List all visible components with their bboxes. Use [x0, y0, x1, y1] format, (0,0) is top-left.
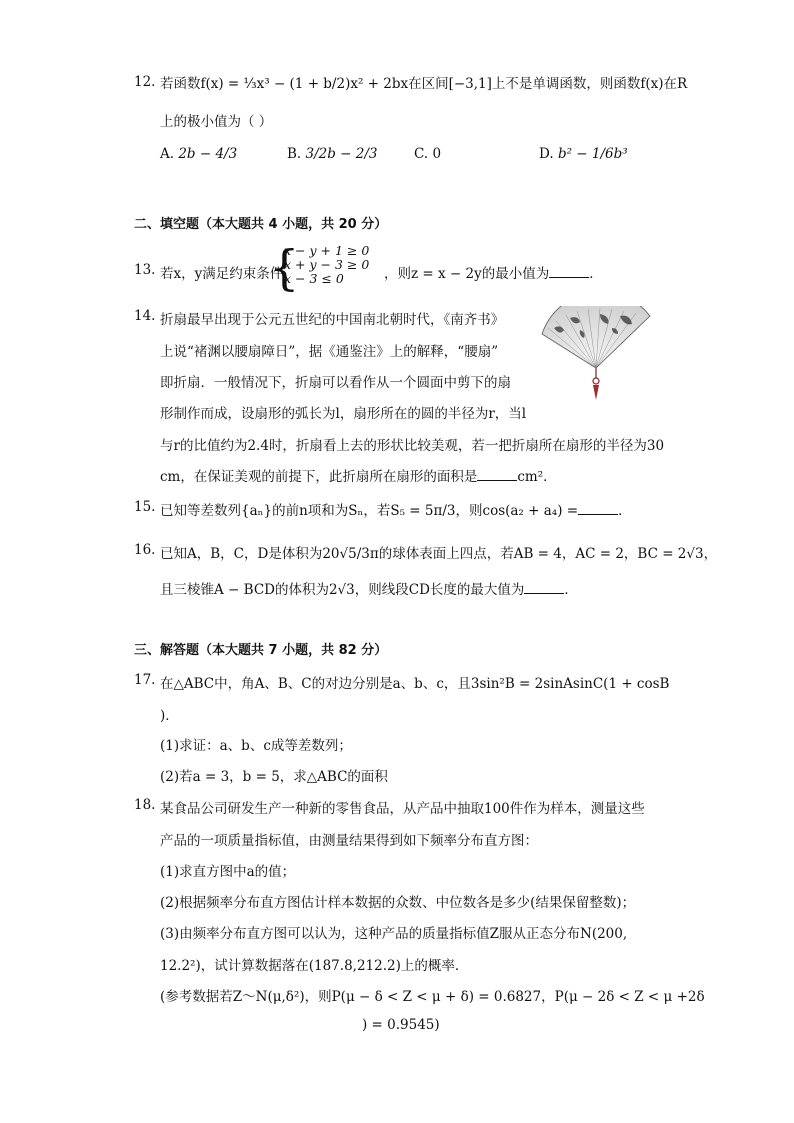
q12-number: 12. [134, 74, 156, 90]
q12-line1 [160, 72, 687, 92]
section-fill-in-heading: 二、填空题（本大题共 4 小题，共 20 分） [134, 217, 388, 232]
q12-line1-text: 若函数f(x) = ⅓x³ − (1 + b/2)x² + 2bx在区间[−3,1]上不是单调函数，则函数f(x)在R [160, 76, 688, 92]
q14-answer-blank[interactable] [477, 468, 517, 481]
q14-line6-text: cm，在保证美观的前提下，此折扇所在扇形的面积是 [160, 469, 478, 485]
q14-line5: 与r的比值约为2.4时，折扇看上去的形状比较美观，若一把折扇所在扇形的半径为30 [160, 438, 665, 454]
q14-line1: 折扇最早出现于公元五世纪的中国南北朝时代，《南齐书》 [160, 312, 505, 328]
q16-number: 16. [134, 542, 156, 558]
section-solutions-heading: 三、解答题（本大题共 7 小题，共 82 分） [134, 643, 388, 658]
q17-part1: (1)求证：a、b、c成等差数列； [160, 738, 352, 754]
q14-number: 14. [134, 308, 156, 324]
q12-option-d-label: D. [539, 146, 554, 162]
q13-answer-blank[interactable] [549, 265, 589, 278]
q13-constraint-3: x − 3 ≤ 0 [284, 271, 344, 286]
q13-constraint-2: x + y − 3 ≥ 0 [284, 257, 370, 272]
q12-option-d-text: b² − 1/6b³ [557, 146, 628, 162]
q13-number: 13. [134, 262, 156, 278]
q17-line1: 在△ABC中，角A、B、C的对边分别是a、b、c，且3sin²B = 2sinAsinC(1 + cosB [160, 676, 670, 692]
q12-option-c-text: 0 [432, 146, 442, 162]
q15-line: 已知等差数列{aₙ}的前n项和为Sₙ，若S₅ = 5π/3，则cos(a₂ + a₄) = ． [160, 503, 632, 519]
q12-option-c-label: C. [414, 146, 429, 162]
q12-line2: 上的极小值为（ ） [160, 114, 273, 130]
q17-part2: (2)若a = 3，b = 5，求△ABC的面积 [160, 769, 388, 785]
q13-pre: 若x，y满足约束条件 [160, 266, 284, 282]
q16-line2: 且三棱锥A − BCD的体积为2√3，则线段CD长度的最大值为 ． [160, 582, 578, 598]
q13-post: ，则z = x − 2y的最小值为 ． [384, 266, 603, 282]
q14-line6 [160, 465, 557, 485]
q18-line2: 产品的一项质量指标值，由测量结果得到如下频率分布直方图： [160, 833, 538, 849]
q15-answer-blank[interactable] [578, 502, 618, 515]
q17-line2: )． [160, 708, 179, 724]
q13-post-text: ，则z = x − 2y的最小值为 [384, 266, 550, 282]
folding-fan-image [540, 306, 652, 406]
q16-line1: 已知A，B，C，D是体积为20√5/3π的球体表面上四点，若AB = 4，AC = 2，BC = 2√3， [160, 546, 718, 562]
q14-line3: 即折扇．一般情况下，折扇可以看作从一个圆面中剪下的扇 [160, 375, 511, 391]
q18-line7: (参考数据若Z～N(μ,δ²)，则P(μ − δ < Z < μ + δ) = 0.6827，P(μ − 2δ < Z < μ +2δ [160, 989, 705, 1005]
q14-unit: cm²． [517, 469, 557, 485]
q18-line8: ) = 0.9545) [362, 1017, 440, 1033]
q12-option-a-text: 2b − 4/3 [178, 146, 238, 162]
q16-line2-text: 且三棱锥A − BCD的体积为2√3，则线段CD长度的最大值为 [160, 582, 525, 598]
q18-line1: 某食品公司研发生产一种新的零售食品，从产品中抽取100件作为样本，测量这些 [160, 801, 645, 817]
q18-line3: (1)求直方图中a的值； [160, 864, 296, 880]
q15-number: 15. [134, 499, 156, 515]
q14-line2: 上说“褚渊以腰扇障日”，据《通鉴注》上的解释，“腰扇” [160, 344, 499, 360]
q12-option-b-text: 3/2b − 2/3 [305, 146, 378, 162]
q12-option-d[interactable] [539, 146, 628, 162]
q18-line6: 12.2²)，试计算数据落在(187.8,212.2)上的概率． [160, 958, 469, 974]
q12-option-b[interactable] [287, 146, 378, 162]
q13-constraints [284, 244, 369, 286]
q13-constraint-1: x − y + 1 ≥ 0 [284, 243, 370, 258]
q17-number: 17. [134, 672, 156, 688]
q12-option-a[interactable] [160, 146, 237, 162]
q12-option-c[interactable] [414, 146, 441, 162]
q15-text: 已知等差数列{aₙ}的前n项和为Sₙ，若S₅ = 5π/3，则cos(a₂ + a₄) = [160, 503, 579, 519]
q18-line4: (2)根据频率分布直方图估计样本数据的众数、中位数各是多少(结果保留整数)； [160, 895, 636, 911]
q18-line5: (3)由频率分布直方图可以认为，这种产品的质量指标值Z服从正态分布N(200, [160, 926, 628, 942]
q16-answer-blank[interactable] [524, 581, 564, 594]
q12-option-b-label: B. [287, 146, 302, 162]
q18-number: 18. [134, 797, 156, 813]
q13-brace: { [269, 240, 300, 296]
q14-line4: 形制作而成，设扇形的弧长为l，扇形所在的圆的半径为r，当l [160, 406, 527, 422]
q12-option-a-label: A. [160, 146, 175, 162]
